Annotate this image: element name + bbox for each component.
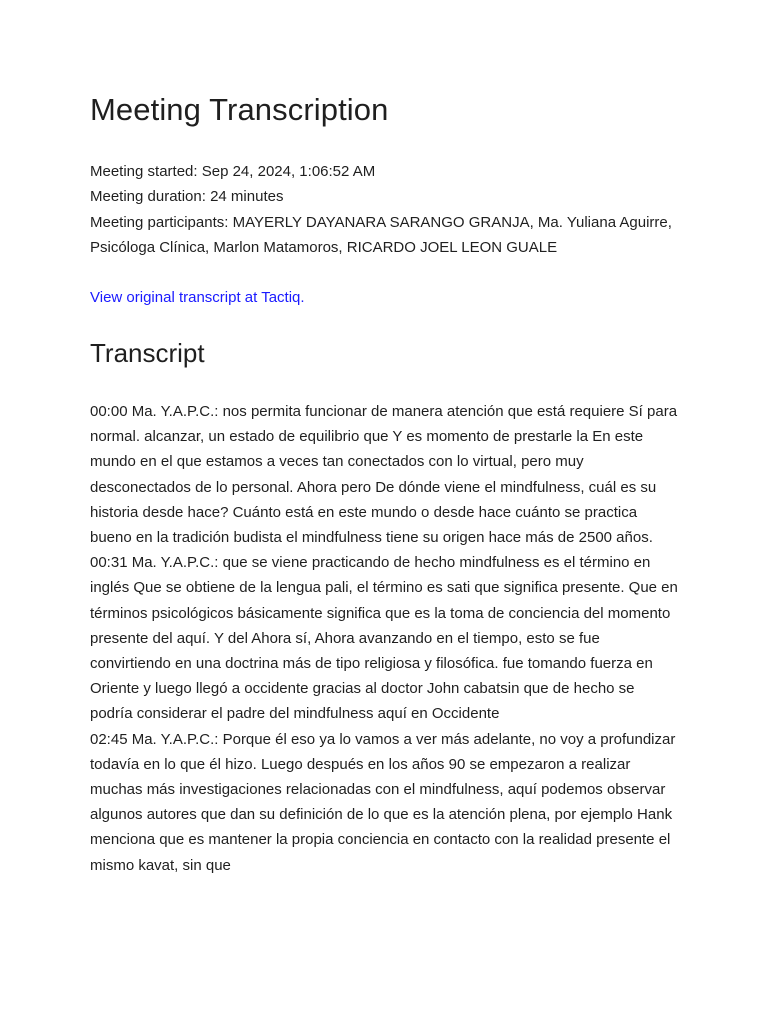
- transcript-entry: 02:45 Ma. Y.A.P.C.: Porque él eso ya lo vamos a ver más adelante, no voy a profundizar todavía en lo que él hizo. Luego después en los años 90 se empezaron a realizar muchas más investigaciones relacionadas con el mindfulness, aquí podemos observar algunos autores que dan su definición de lo que es la atención plena, por ejemplo Hank menciona que es mantener la propia conciencia en contacto con la realidad presente el mismo kavat, sin que: [90, 730, 676, 874]
- transcript-entry: 00:31 Ma. Y.A.P.C.: que se viene practicando de hecho mindfulness es el término en inglés Que se obtiene de la lengua pali, el término es sati que significa presente. Que en términos psicológicos básicamente significa que es la toma de conciencia del momento presente del aquí. Y del Ahora sí, Ahora avanzando en el tiempo, esto se fue convirtiendo en una doctrina más de tipo religiosa y filosófica. fue tomando fuerza en Oriente y luego llegó a occidente gracias al doctor John cabatsin que de hecho se podría considerar el padre del mindfulness aquí en Occidente: [90, 554, 678, 723]
- meeting-participants: Meeting participants: MAYERLY DAYANARA SARANGO GRANJA, Ma. Yuliana Aguirre, Psicóloga Clínica, Marlon Matamoros, RICARDO JOEL LEON GUALE: [90, 213, 672, 256]
- meeting-meta: [90, 159, 690, 260]
- view-original-transcript-link[interactable]: View original transcript at Tactiq.: [90, 289, 305, 306]
- meeting-started: Meeting started: Sep 24, 2024, 1:06:52 AM: [90, 163, 376, 180]
- meeting-duration: Meeting duration: 24 minutes: [90, 188, 284, 206]
- page-title: Meeting Transcription: [90, 92, 389, 127]
- transcript-body: [90, 399, 680, 878]
- transcript-entry: 00:00 Ma. Y.A.P.C.: nos permita funcionar de manera atención que está requiere Sí para normal. alcanzar, un estado de equilibrio que Y es momento de prestarle la En este mundo en el que estamos a veces tan conectados con lo virtual, pero muy desconectados de lo personal. Ahora pero De dónde viene el mindfulness, cuál es su historia desde hace? Cuánto está en este mundo o desde hace cuánto se practica bueno en la tradición budista el mindfulness tiene su origen hace más de 2500 años.: [90, 403, 678, 547]
- transcript-heading: Transcript: [90, 338, 205, 368]
